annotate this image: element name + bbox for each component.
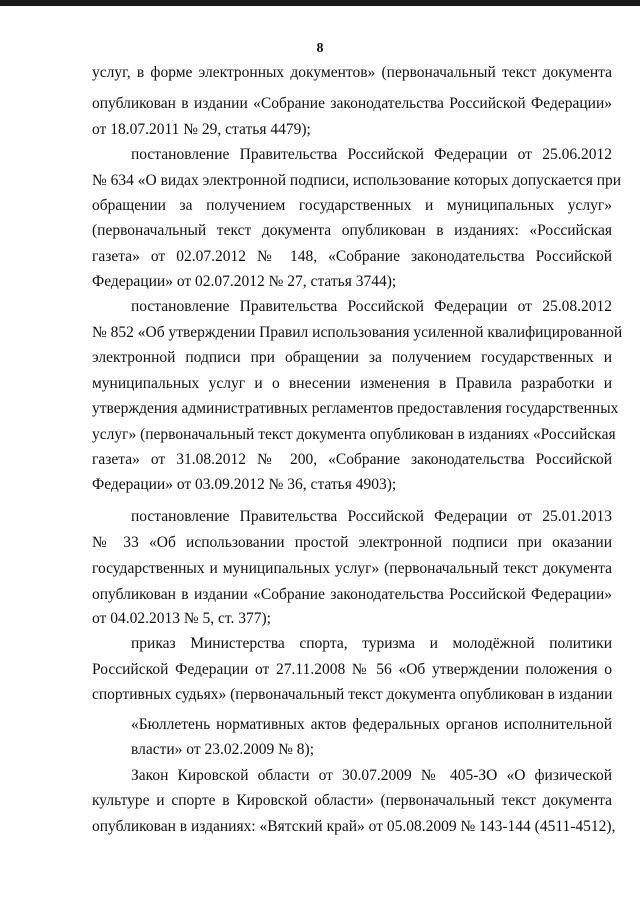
text-line: № 33 «Об использовании простой электронной подписи при оказании — [92, 534, 612, 551]
text-line: услуг, в форме электронных документов» (первоначальный текст документа — [92, 64, 612, 81]
text-line: № 852 «Об утверждении Правил использования усиленной квалифицированной — [92, 324, 623, 341]
paragraph-first-line: Закон Кировской области от 30.07.2009 № 405-ЗО «О физической — [131, 767, 612, 784]
text-line: № 634 «О видах электронной подписи, использование которых допускается при — [92, 172, 622, 189]
text-line: власти» от 23.02.2009 № 8); — [131, 741, 315, 758]
text-line: Федерации» от 02.07.2012 № 27, статья 3744); — [92, 273, 397, 290]
text-line: муниципальных услуг и о внесении изменения в Правила разработки и — [92, 375, 612, 392]
text-line: газета» от 02.07.2012 № 148, «Собрание законодательства Российской — [92, 248, 612, 265]
paragraph-first-line: приказ Министерства спорта, туризма и молодёжной политики — [131, 635, 612, 652]
paragraph-first-line: постановление Правительства Российской Федерации от 25.01.2013 — [131, 508, 612, 525]
text-line: опубликован в издании «Собрание законодательства Российской Федерации» — [92, 95, 612, 112]
text-line: утверждения административных регламентов предоставления государственных — [92, 400, 619, 417]
page-number: 8 — [316, 41, 324, 56]
text-line: газета» от 31.08.2012 № 200, «Собрание законодательства Российской — [92, 451, 612, 468]
text-line: услуг» (первоначальный текст документа опубликован в изданиях «Российская — [92, 426, 616, 443]
text-line: Федерации» от 03.09.2012 № 36, статья 4903); — [92, 476, 397, 493]
paragraph-first-line: постановление Правительства Российской Федерации от 25.06.2012 — [131, 146, 612, 163]
text-line: опубликован в изданиях: «Вятский край» от 05.08.2009 № 143-144 (4511-4512), — [92, 818, 616, 835]
text-line: электронной подписи при обращении за получением государственных и — [92, 349, 612, 366]
text-line: опубликован в издании «Собрание законодательства Российской Федерации» — [92, 586, 612, 603]
text-line: культуре и спорте в Кировской области» (первоначальный текст документа — [92, 792, 612, 809]
text-line: от 18.07.2011 № 29, статья 4479); — [92, 121, 311, 138]
text-line: обращении за получением государственных и муниципальных услуг» — [92, 197, 612, 214]
text-line: спортивных судьях» (первоначальный текст документа опубликован в издании — [92, 686, 613, 703]
text-line: Российской Федерации от 27.11.2008 № 56 «Об утверждении положения о — [92, 661, 612, 678]
text-line: государственных и муниципальных услуг» (первоначальный текст документа — [92, 560, 612, 577]
text-line: (первоначальный текст документа опубликован в изданиях: «Российская — [92, 222, 612, 239]
paragraph-first-line: постановление Правительства Российской Федерации от 25.08.2012 — [131, 298, 612, 315]
text-line: от 04.02.2013 № 5, ст. 377); — [92, 610, 271, 627]
paragraph-first-line: «Бюллетень нормативных актов федеральных органов исполнительной — [131, 716, 612, 733]
